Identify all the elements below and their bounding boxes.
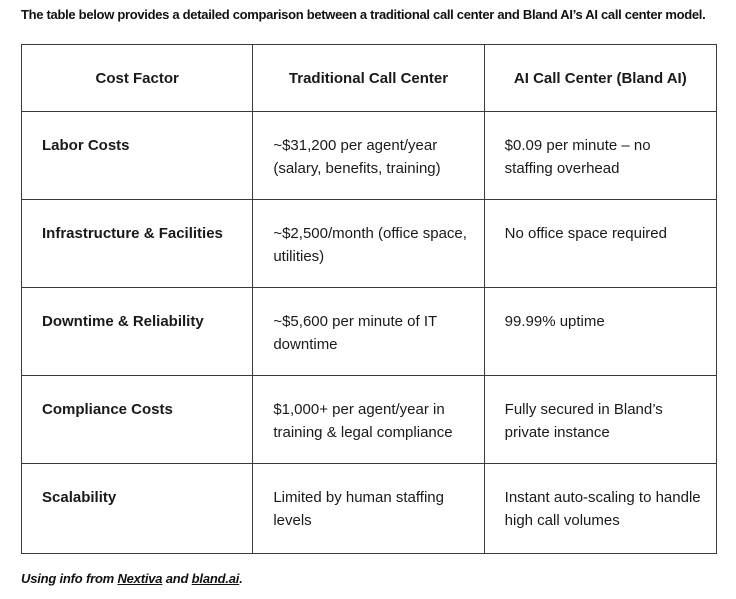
source-prefix: Using info from [21, 571, 118, 586]
table-row [22, 288, 717, 376]
row-factor: Downtime & Reliability [22, 288, 253, 376]
row-ai: No office space required [484, 200, 716, 288]
table-header-row [22, 45, 717, 112]
table-row [22, 376, 717, 464]
row-factor: Scalability [22, 464, 253, 554]
source-middle: and [162, 571, 192, 586]
row-traditional: Limited by human staffing levels [253, 464, 484, 554]
row-ai: Instant auto-scaling to handle high call volumes [484, 464, 716, 554]
header-traditional: Traditional Call Center [253, 45, 484, 112]
row-factor: Compliance Costs [22, 376, 253, 464]
bland-ai-link[interactable]: bland.ai [191, 571, 240, 586]
source-suffix: . [239, 571, 243, 586]
row-ai: 99.99% uptime [484, 288, 716, 376]
row-ai: Fully secured in Bland’s private instance [484, 376, 716, 464]
header-ai: AI Call Center (Bland AI) [484, 45, 716, 112]
row-factor: Infrastructure & Facilities [22, 200, 253, 288]
source-credit [21, 571, 243, 586]
row-traditional: ~$5,600 per minute of IT downtime [253, 288, 484, 376]
row-factor: Labor Costs [22, 112, 253, 200]
table-row [22, 464, 717, 554]
row-traditional: $1,000+ per agent/year in training & legal compliance [253, 376, 484, 464]
table-row [22, 200, 717, 288]
comparison-table [21, 44, 717, 554]
row-ai: $0.09 per minute – no staffing overhead [484, 112, 716, 200]
table-row [22, 112, 717, 200]
intro-text: The table below provides a detailed comparison between a traditional call center and Bland AI’s AI call center model. [21, 7, 706, 22]
nextiva-link[interactable]: Nextiva [117, 571, 163, 586]
header-cost-factor: Cost Factor [22, 45, 253, 112]
row-traditional: ~$31,200 per agent/year (salary, benefits, training) [253, 112, 484, 200]
row-traditional: ~$2,500/month (office space, utilities) [253, 200, 484, 288]
